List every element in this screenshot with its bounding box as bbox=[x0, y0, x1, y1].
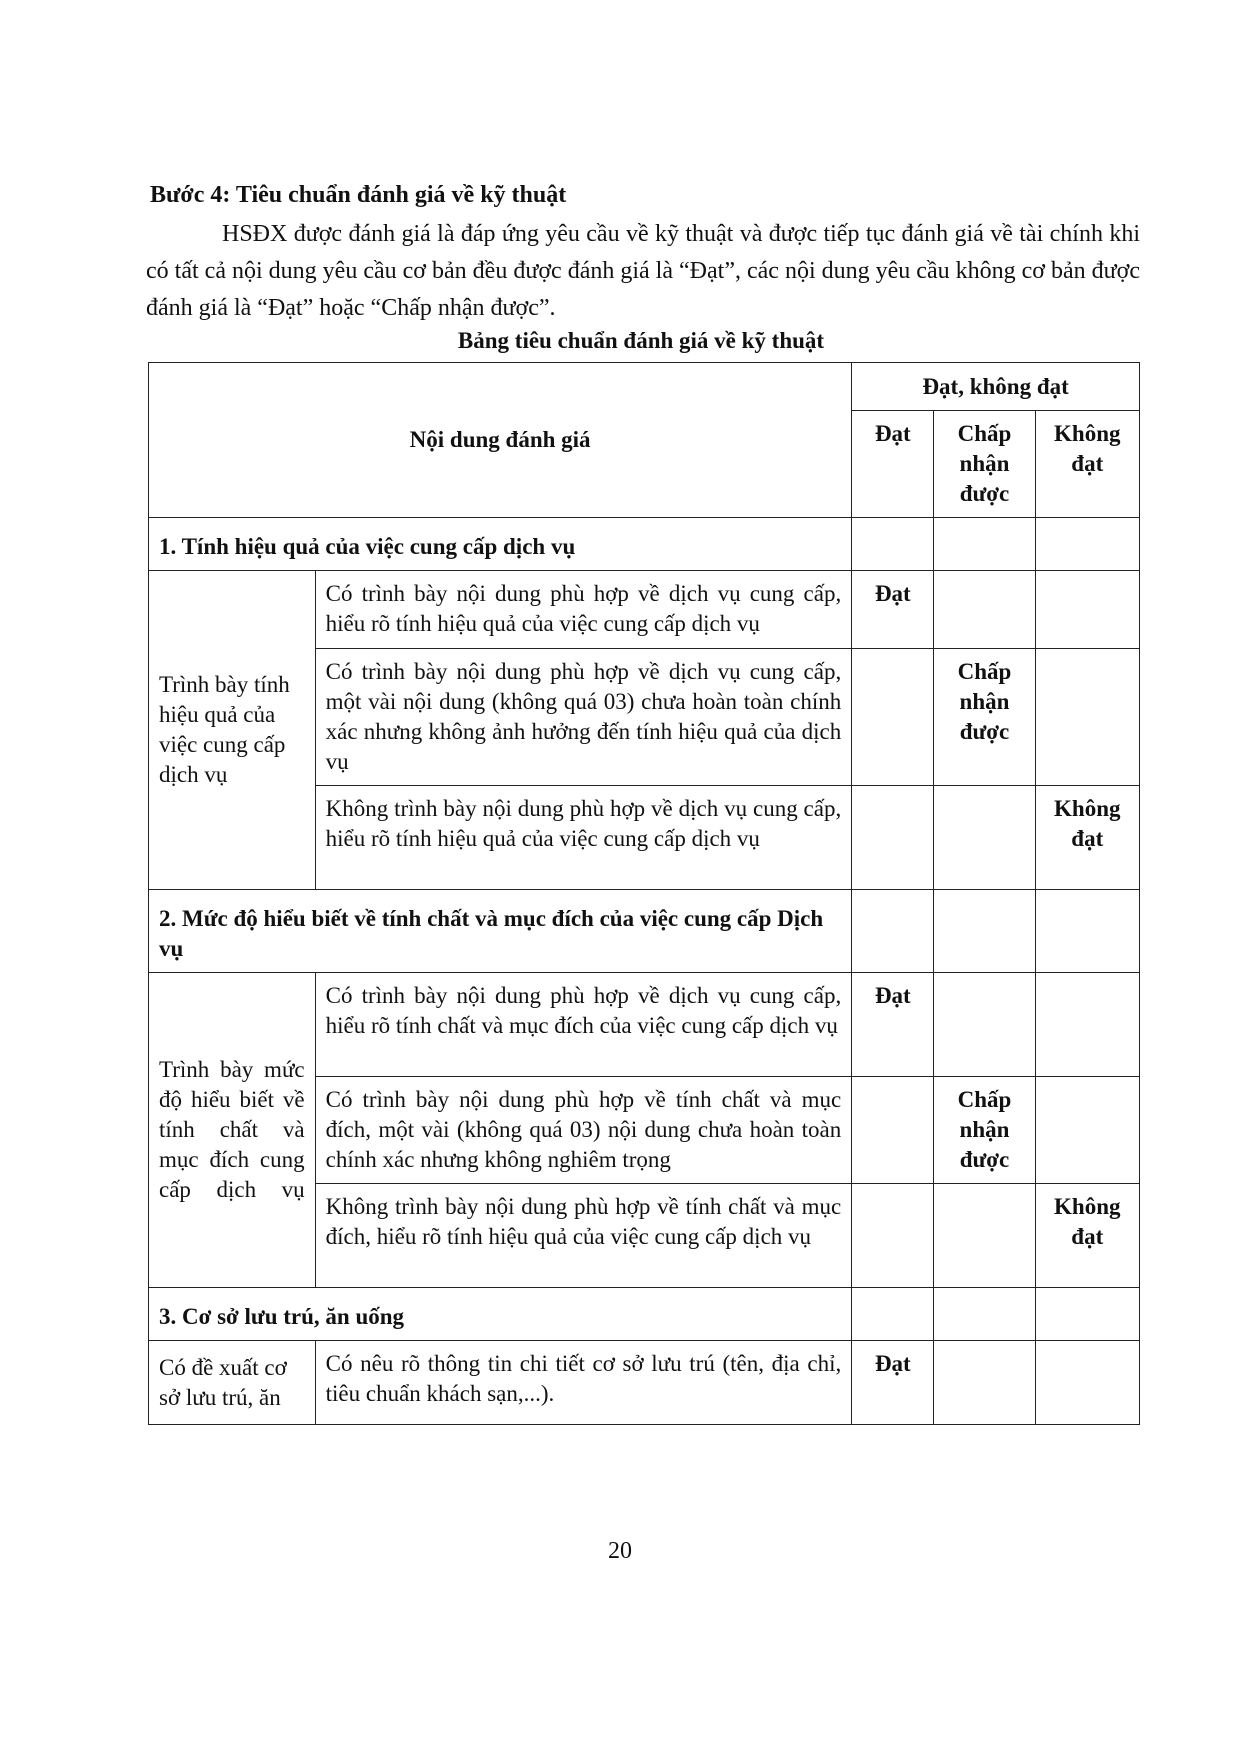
criterion-description: Có trình bày nội dung phù hợp về dịch vụ cung cấp, hiểu rõ tính chất và mục đích của việc cung cấp dịch vụ bbox=[315, 973, 852, 1077]
header-content: Nội dung đánh giá bbox=[149, 363, 852, 518]
criterion-description: Có trình bày nội dung phù hợp về dịch vụ cung cấp, một vài nội dung (không quá 03) chưa hoàn toàn chính xác nhưng không ảnh hưởng đến tính hiệu quả của dịch vụ bbox=[315, 649, 852, 786]
criterion-description: Không trình bày nội dung phù hợp về dịch vụ cung cấp, hiểu rõ tính hiệu quả của việc cung cấp dịch vụ bbox=[315, 786, 852, 890]
mark-fail bbox=[1035, 649, 1139, 786]
intro-paragraph: HSĐX được đánh giá là đáp ứng yêu cầu về kỹ thuật và được tiếp tục đánh giá về tài chính khi có tất cả nội dung yêu cầu cơ bản đều được đánh giá là “Đạt”, các nội dung yêu cầu không cơ bản được đánh giá là “Đạt” hoặc “Chấp nhận được”. bbox=[146, 221, 1140, 321]
table-row bbox=[149, 973, 1140, 1077]
page-number: 20 bbox=[608, 1538, 632, 1564]
mark-accept: Chấp nhận được bbox=[934, 649, 1035, 786]
mark-fail bbox=[1035, 571, 1139, 649]
table-title: Bảng tiêu chuẩn đánh giá về kỹ thuật bbox=[457, 328, 825, 353]
mark-fail bbox=[1035, 973, 1139, 1077]
criterion-label: Có đề xuất cơ sở lưu trú, ăn bbox=[149, 1341, 316, 1425]
section-row bbox=[149, 518, 1140, 571]
mark-fail: Không đạt bbox=[1035, 786, 1139, 890]
table-row bbox=[149, 1341, 1140, 1425]
criterion-description: Có trình bày nội dung phù hợp về dịch vụ cung cấp, hiểu rõ tính hiệu quả của việc cung cấp dịch vụ bbox=[315, 571, 852, 649]
mark-accept bbox=[934, 973, 1035, 1077]
criteria-table bbox=[148, 362, 1140, 1425]
criterion-label: Trình bày tính hiệu quả của việc cung cấp dịch vụ bbox=[149, 571, 316, 890]
header-row bbox=[149, 363, 1140, 411]
mark-pass: Đạt bbox=[852, 973, 934, 1077]
mark-pass: Đạt bbox=[852, 1341, 934, 1425]
header-accept: Chấp nhận được bbox=[934, 411, 1035, 518]
section-title: 3. Cơ sở lưu trú, ăn uống bbox=[149, 1288, 852, 1341]
mark-pass bbox=[852, 649, 934, 786]
mark-accept bbox=[934, 1184, 1035, 1288]
mark-fail bbox=[1035, 1341, 1139, 1425]
step-heading: Bước 4: Tiêu chuẩn đánh giá về kỹ thuật bbox=[150, 182, 567, 208]
criterion-description: Có trình bày nội dung phù hợp về tính chất và mục đích, một vài (không quá 03) nội dung chưa hoàn toàn chính xác nhưng không nghiêm trọng bbox=[315, 1077, 852, 1184]
mark-accept bbox=[934, 571, 1035, 649]
mark-pass: Đạt bbox=[852, 571, 934, 649]
criterion-description: Không trình bày nội dung phù hợp về tính chất và mục đích, hiểu rõ tính hiệu quả của việc cung cấp dịch vụ bbox=[315, 1184, 852, 1288]
mark-fail: Không đạt bbox=[1035, 1184, 1139, 1288]
mark-pass bbox=[852, 786, 934, 890]
mark-accept bbox=[934, 1341, 1035, 1425]
criterion-description: Có nêu rõ thông tin chi tiết cơ sở lưu trú (tên, địa chỉ, tiêu chuẩn khách sạn,...). bbox=[315, 1341, 852, 1425]
section-title: 2. Mức độ hiểu biết về tính chất và mục đích của việc cung cấp Dịch vụ bbox=[149, 890, 852, 973]
criterion-label: Trình bày mức độ hiểu biết về tính chất và mục đích cung cấp dịch vụ bbox=[149, 973, 316, 1288]
mark-pass bbox=[852, 1184, 934, 1288]
section-title: 1. Tính hiệu quả của việc cung cấp dịch vụ bbox=[149, 518, 852, 571]
table-row bbox=[149, 571, 1140, 649]
mark-fail bbox=[1035, 1077, 1139, 1184]
header-pass: Đạt bbox=[852, 411, 934, 518]
section-row bbox=[149, 890, 1140, 973]
header-fail: Không đạt bbox=[1035, 411, 1139, 518]
header-group: Đạt, không đạt bbox=[852, 363, 1140, 411]
section-row bbox=[149, 1288, 1140, 1341]
mark-accept: Chấp nhận được bbox=[934, 1077, 1035, 1184]
mark-accept bbox=[934, 786, 1035, 890]
mark-pass bbox=[852, 1077, 934, 1184]
